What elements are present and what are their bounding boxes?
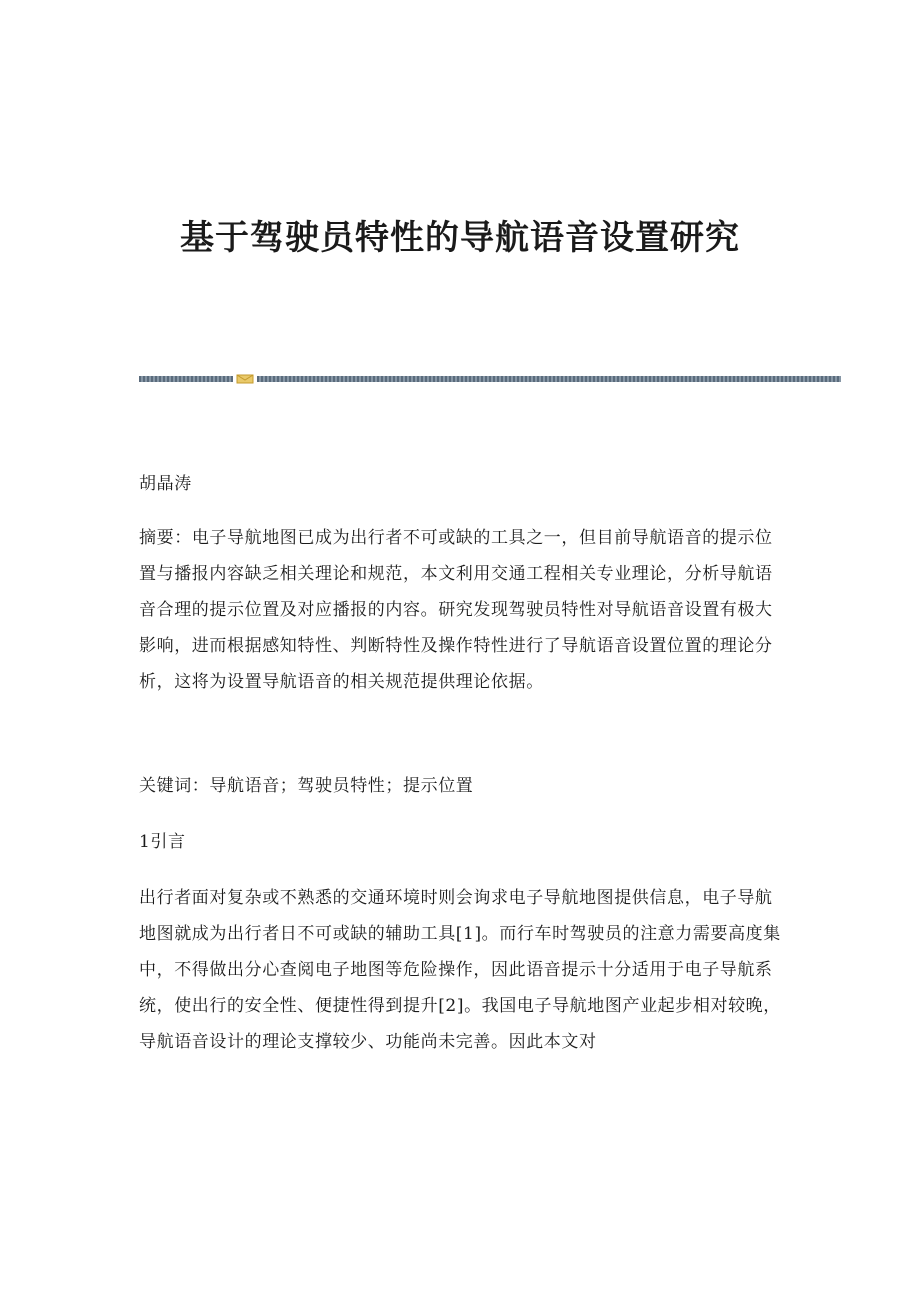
body-paragraph: 出行者面对复杂或不熟悉的交通环境时则会询求电子导航地图提供信息，电子导航地图就成为出行者日不可或缺的辅助工具[1]。而行车时驾驶员的注意力需要高度集中，不得做出分心查阅电子地图等危险操作，因此语音提示十分适用于电子导航系统，使出行的安全性、便捷性得到提升[2]。我国电子导航地图产业起步相对较晚，导航语音设计的理论支撑较少、功能尚未完善。因此本文对: [139, 888, 781, 1052]
envelope-icon: [236, 374, 254, 384]
divider-bar-right: [257, 376, 841, 382]
abstract: [139, 520, 785, 700]
section-heading: 1引言: [139, 832, 186, 852]
keywords: [139, 768, 785, 804]
keywords-label: 关键词：: [139, 776, 210, 796]
abstract-label: 摘要：: [139, 528, 192, 548]
title-divider: [139, 374, 841, 384]
document-title: 基于驾驶员特性的导航语音设置研究: [180, 218, 740, 258]
keywords-text: 导航语音；驾驶员特性；提示位置: [209, 776, 474, 796]
divider-bar-left: [139, 376, 233, 382]
abstract-text: 电子导航地图已成为出行者不可或缺的工具之一，但目前导航语音的提示位置与播报内容缺乏相关理论和规范，本文利用交通工程相关专业理论，分析导航语音合理的提示位置及对应播报的内容。研究发现驾驶员特性对导航语音设置有极大影响，进而根据感知特性、判断特性及操作特性进行了导航语音设置位置的理论分析，这将为设置导航语音的相关规范提供理论依据。: [139, 528, 773, 692]
author-name: 胡晶涛: [139, 474, 192, 494]
